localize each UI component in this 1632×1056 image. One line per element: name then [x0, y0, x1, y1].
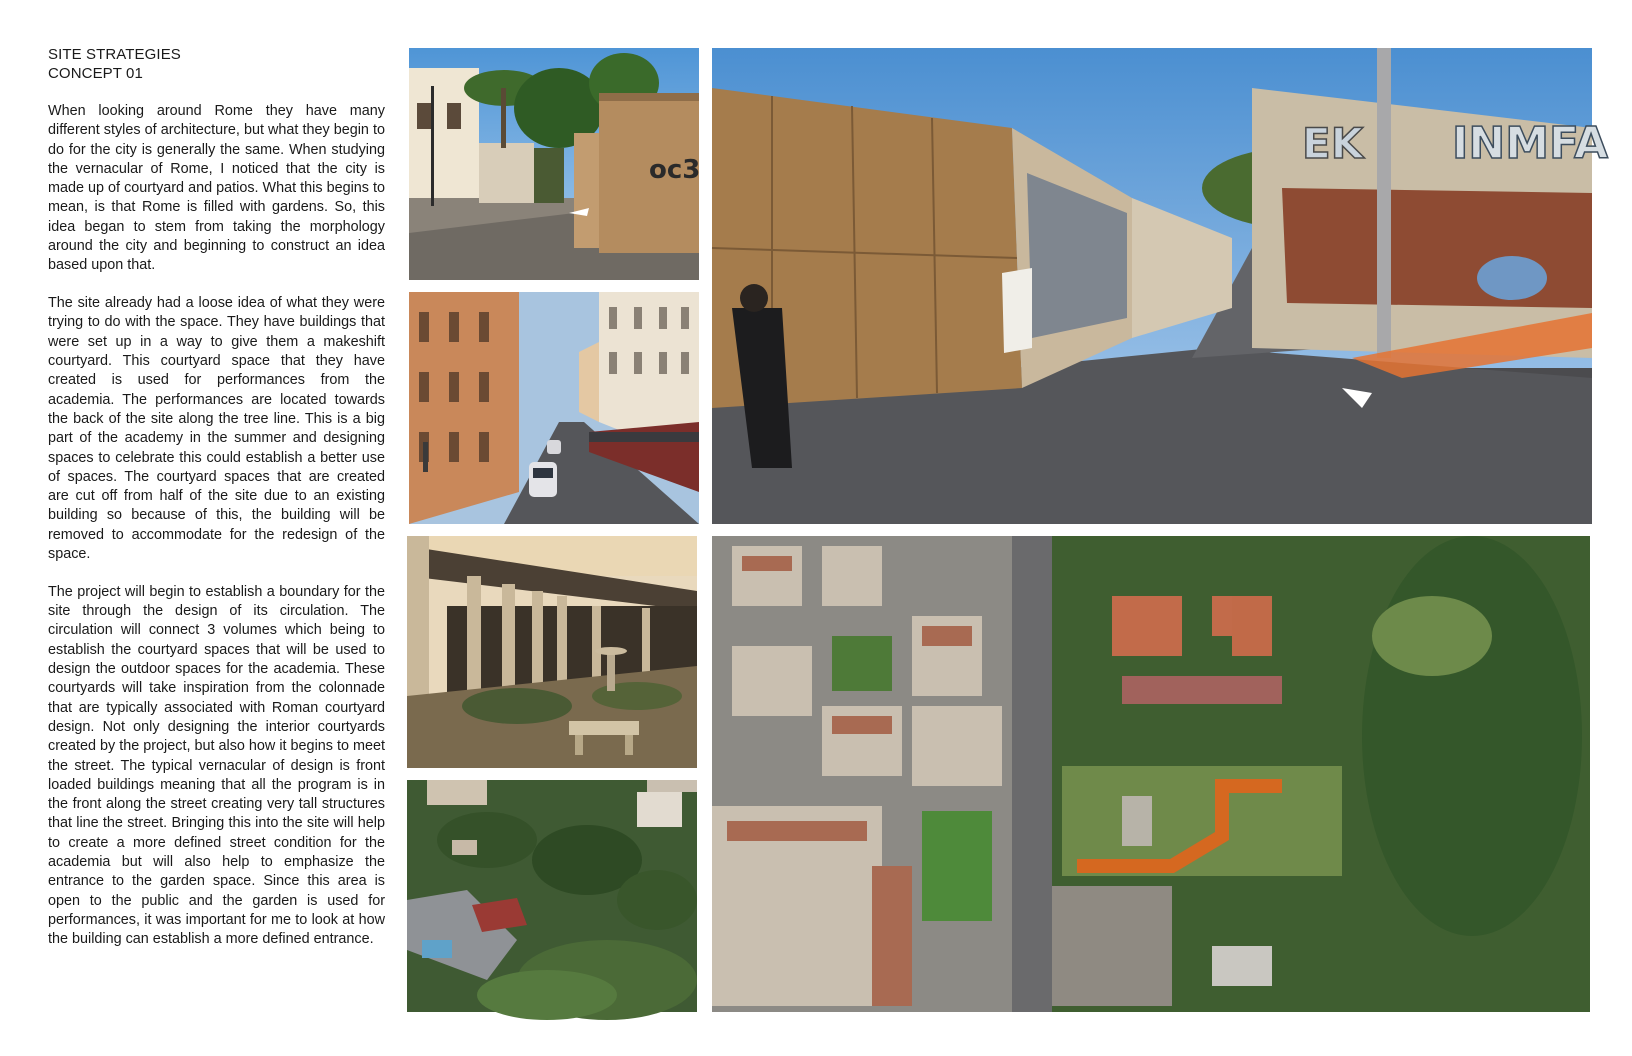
- svg-text:oc3: oc3: [649, 155, 701, 185]
- svg-text:EK: EK: [1302, 119, 1364, 168]
- page-heading: [48, 45, 181, 83]
- tram-avenue-photo: [409, 292, 699, 524]
- body-text: [48, 102, 385, 968]
- aerial-site-plan-photo: [712, 536, 1590, 1012]
- heading-line-1: SITE STRATEGIES: [48, 46, 181, 63]
- paragraph-2: The site already had a loose idea of what they were trying to do with the space. They have buildings that were set up in a way to give them a makeshift courtyard. This courtyard space that they have created is used for performances from the academia. The performances are located towards the back of the site along the tree line. This is a big part of the academy in the summer and designing spaces to celebrate this could establish a better use of spaces. The courtyard spaces that are created are cut off from half of the site due to an existing building so because of this, the building will be removed to accommodate for the redesign of the space.: [48, 295, 385, 563]
- heading-line-2: CONCEPT 01: [48, 65, 143, 82]
- paragraph-3: The project will begin to establish a boundary for the site through the design of its circulation. The circulation will connect 3 volumes which being to establish the courtyard spaces that will be used to design the outdoor spaces for the academia. These courtyards will take inspiration from the colonnade that are typically associated with Roman courtyard design. Not only designing the interior courtyards created by the project, but also how it begins to meet the street. The typical vernacular of design is front loaded buildings meaning that all the program is in the front along the street creating very tall structures that line the street. Bringing this into the site will help to create a more defined street condition for the academia but will also help to emphasize the entrance to the garden space. Since this area is open to the public and the garden is used for performances, it was important for me to look at how the building can establish a more defined entrance.: [48, 583, 385, 948]
- villa-street-photo: [409, 48, 699, 280]
- svg-text:INMFA: INMFA: [1452, 118, 1609, 169]
- roman-courtyard-photo: [407, 536, 697, 768]
- graffiti-alley-photo: [712, 48, 1609, 524]
- aerial-oblique-photo: [407, 780, 697, 1012]
- paragraph-1: When looking around Rome they have many different styles of architecture, but what they begin to do for the city is generally the same. When studying the vernacular of Rome, I noticed that the city is made up of courtyard and patios. What this begins to mean, is that Rome is filled with gardens. So, this idea began to stem from taking the morphology around the city and beginning to construct an idea based upon that.: [48, 103, 385, 274]
